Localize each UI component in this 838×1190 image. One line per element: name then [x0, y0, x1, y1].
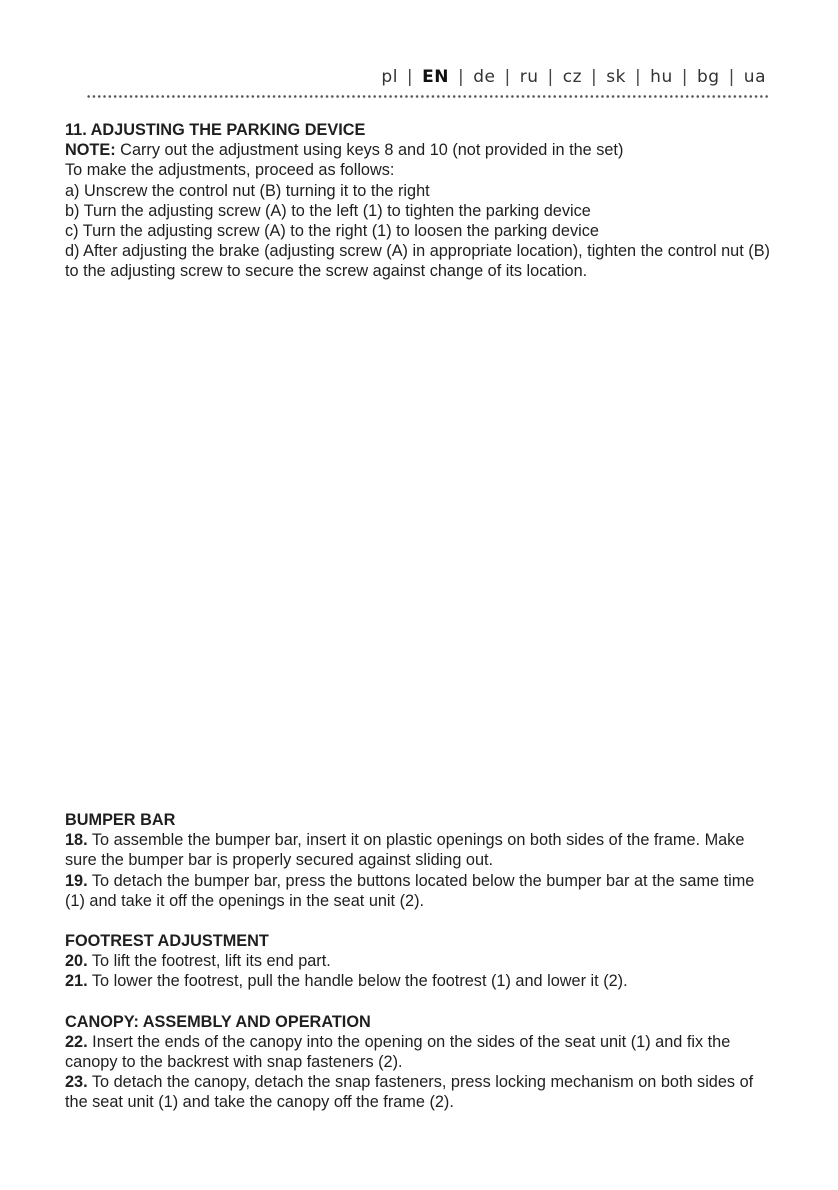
lang-pl[interactable]: pl: [381, 67, 398, 87]
item-text: To detach the bumper bar, press the buttons located below the bumper bar at the same time (1) and take it off the openings in the seat unit (2).: [65, 871, 755, 910]
instruction-item: [65, 871, 777, 911]
item-text: To assemble the bumper bar, insert it on plastic openings on both sides of the frame. Make sure the bumper bar is properly secured against sliding out.: [65, 831, 745, 870]
lang-separator: |: [728, 67, 735, 87]
instruction-item: [65, 1032, 777, 1072]
note-line: [65, 140, 775, 160]
intro-text: To make the adjustments, proceed as follows:: [65, 161, 395, 180]
item-number: 18.: [65, 831, 88, 850]
instruction-item: [65, 951, 777, 971]
lang-separator: |: [458, 67, 465, 87]
item-number: 21.: [65, 972, 88, 991]
section-title: CANOPY: ASSEMBLY AND OPERATION: [65, 1012, 371, 1031]
section-title: 11. ADJUSTING THE PARKING DEVICE: [65, 121, 366, 139]
lang-separator: |: [406, 67, 414, 87]
item-number: 19.: [65, 871, 88, 890]
language-selector: [381, 67, 766, 87]
dotted-divider: [86, 94, 768, 99]
spacer: [65, 992, 777, 1012]
item-number: 23.: [65, 1073, 88, 1092]
instruction-item: [65, 971, 777, 991]
step-a: a) Unscrew the control nut (B) turning it to the right: [65, 181, 430, 200]
lang-de[interactable]: de: [473, 67, 496, 87]
step-c: c) Turn the adjusting screw (A) to the right (1) to loosen the parking device: [65, 222, 599, 241]
spacer: [65, 911, 777, 931]
step-d: d) After adjusting the brake (adjusting screw (A) in appropriate location), tighten the control nut (B) to the adjusting screw to secure the screw against change of its location.: [65, 242, 770, 281]
note-label: NOTE:: [65, 141, 116, 160]
section-bumper-bar: [65, 810, 777, 1113]
lang-separator: |: [634, 67, 642, 87]
item-text: To lower the footrest, pull the handle below the footrest (1) and lower it (2).: [87, 972, 628, 991]
section-parking-device: [65, 120, 775, 282]
section-title: BUMPER BAR: [65, 811, 176, 829]
lang-ru[interactable]: ru: [519, 67, 539, 87]
lang-separator: |: [681, 67, 688, 87]
lang-separator: |: [504, 67, 511, 87]
lang-separator: |: [547, 67, 554, 87]
lang-bg[interactable]: bg: [696, 67, 720, 87]
lang-ua[interactable]: ua: [743, 67, 766, 87]
item-text: Insert the ends of the canopy into the opening on the sides of the seat unit (1) and fix the canopy to the backrest with snap fasteners (2).: [65, 1032, 731, 1072]
item-number: 22.: [65, 1032, 88, 1051]
lang-separator: |: [591, 67, 598, 87]
step-b: b) Turn the adjusting screw (A) to the left (1) to tighten the parking device: [65, 201, 591, 220]
item-text: To detach the canopy, detach the snap fasteners, press locking mechanism on both sides of the seat unit (1) and take the canopy off the frame (2).: [65, 1073, 754, 1112]
item-text: To lift the footrest, lift its end part.: [87, 952, 331, 971]
lang-en[interactable]: EN: [422, 67, 449, 87]
lang-hu[interactable]: hu: [650, 67, 673, 87]
instruction-item: [65, 1072, 777, 1112]
item-number: 20.: [65, 952, 88, 971]
lang-cz[interactable]: cz: [562, 67, 582, 87]
lang-sk[interactable]: sk: [606, 67, 626, 87]
note-text: Carry out the adjustment using keys 8 and 10 (not provided in the set): [115, 141, 624, 160]
section-title: FOOTREST ADJUSTMENT: [65, 932, 269, 951]
instruction-item: [65, 830, 777, 870]
